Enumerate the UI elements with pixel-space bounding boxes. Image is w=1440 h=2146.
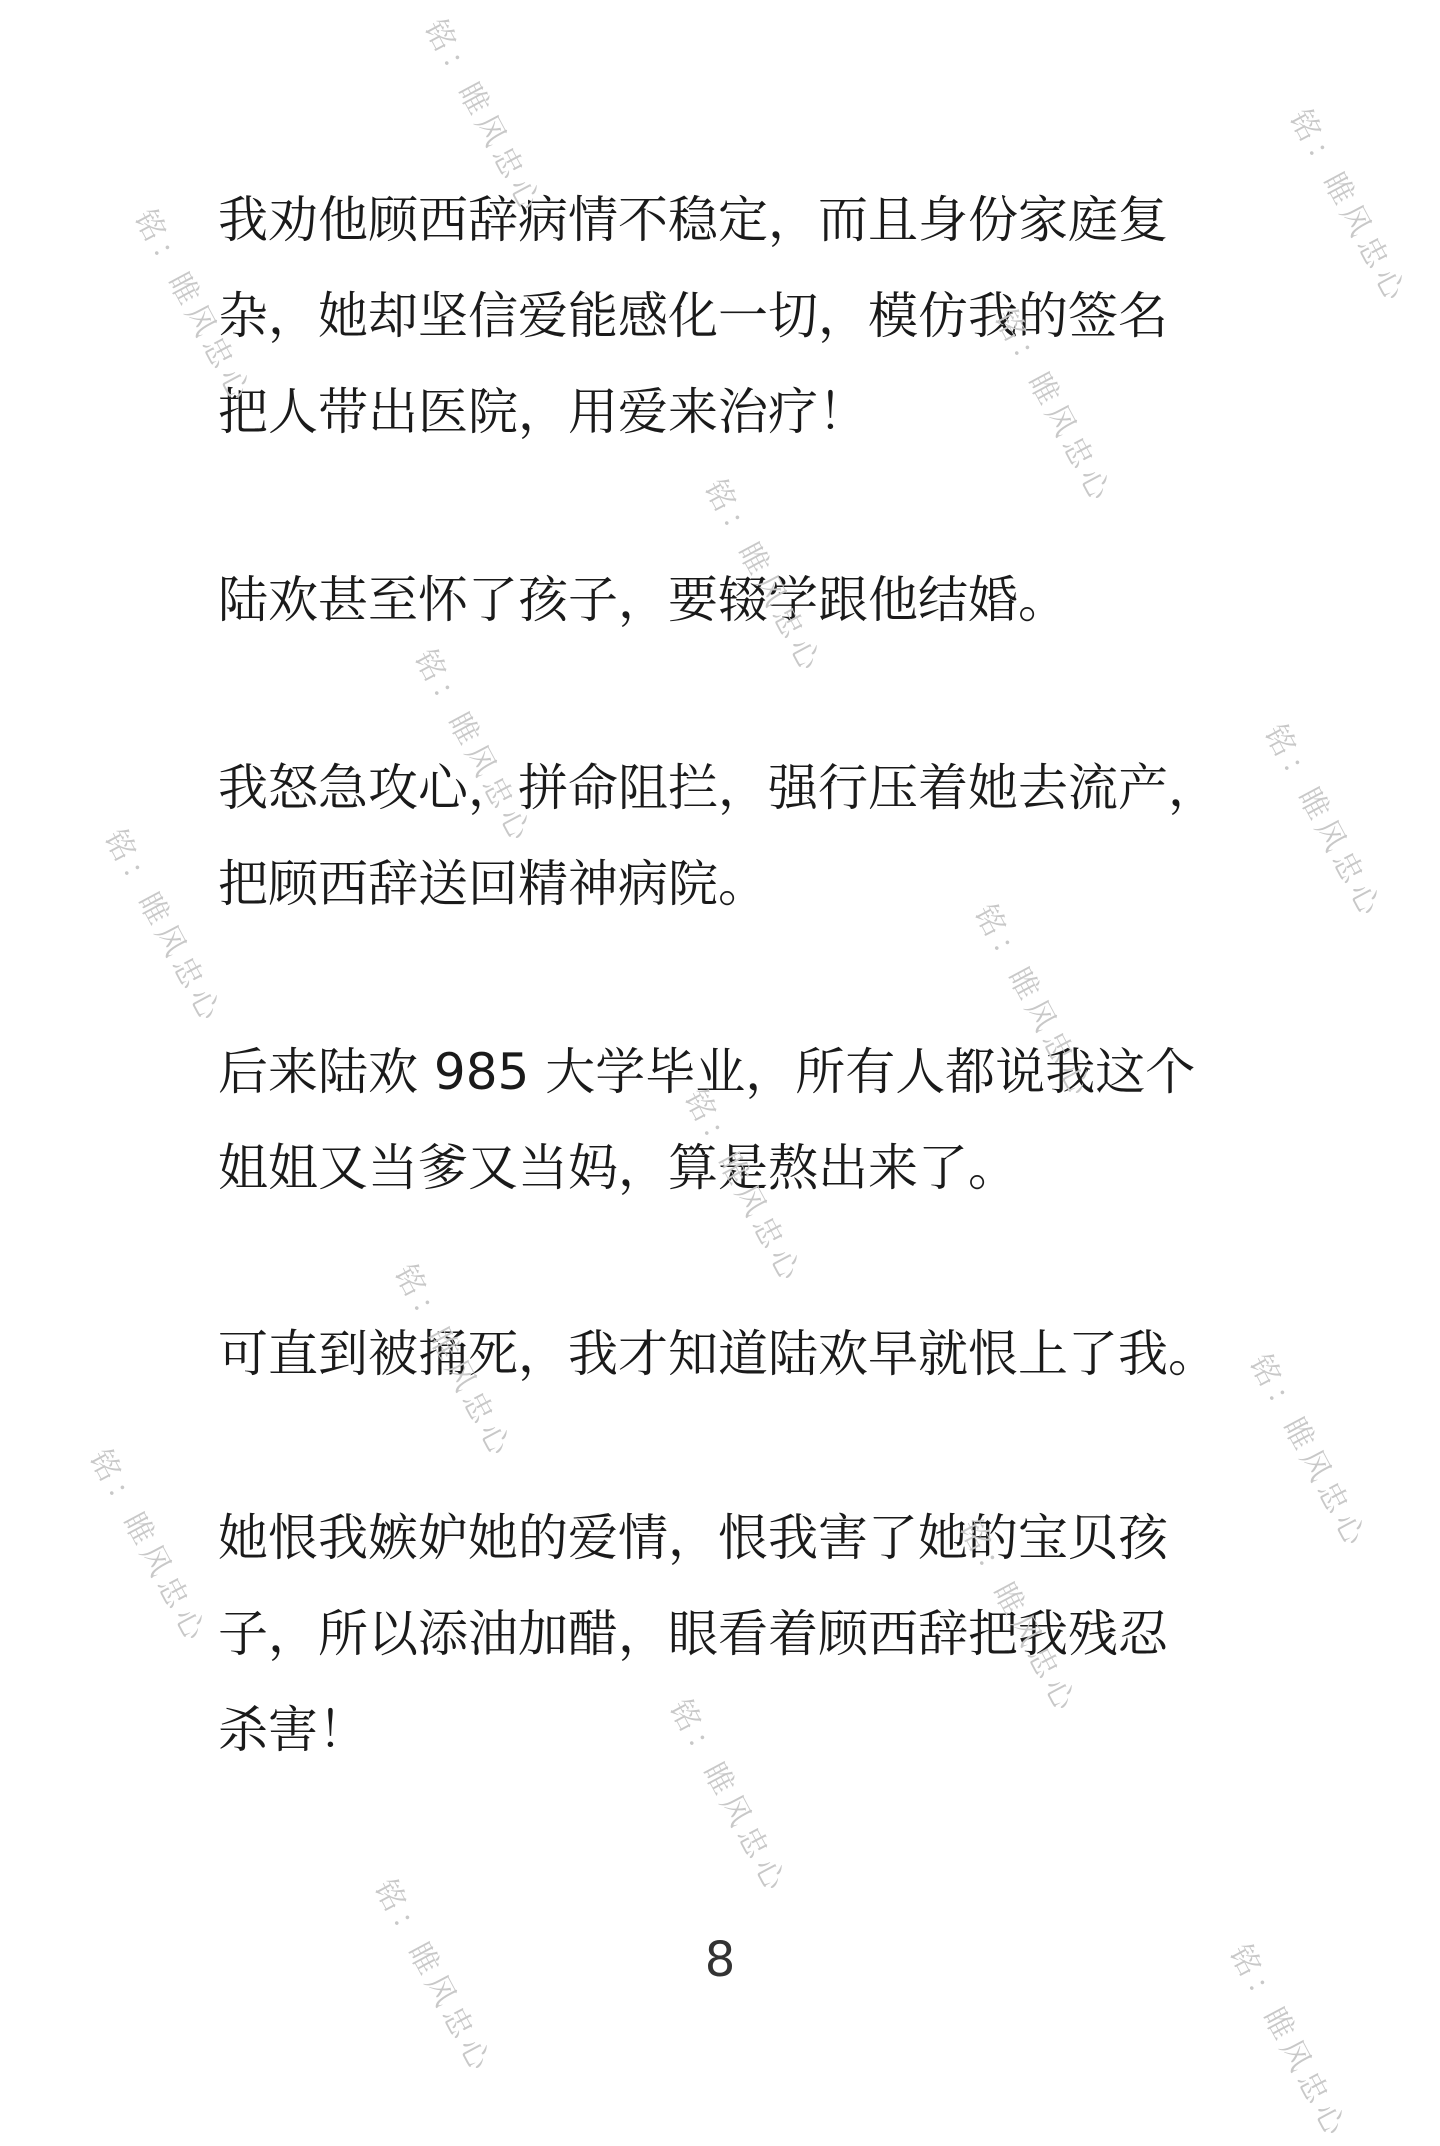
watermark: 铭：睢风忠心 — [677, 1083, 810, 1291]
paragraph-6 — [218, 1490, 1228, 1778]
paragraph-line: 杂，她却坚信爱能感化一切，模仿我的签名 — [218, 287, 1168, 345]
paragraph-line: 把人带出医院，用爱来治疗！ — [218, 383, 868, 441]
watermark: 铭：睢风忠心 — [987, 303, 1120, 511]
watermark: 铭：睢风忠心 — [82, 1443, 215, 1651]
page-number: 8 — [704, 1932, 736, 1988]
watermark: 铭：睢风忠心 — [967, 898, 1100, 1106]
paragraph-line: 后来陆欢 985 大学毕业，所有人都说我这个 — [218, 1043, 1196, 1101]
watermark: 铭：睢风忠心 — [1242, 1348, 1375, 1556]
paragraph-line: 姐姐又当爹又当妈，算是熬出来了。 — [218, 1139, 1018, 1197]
watermark: 铭：睢风忠心 — [662, 1693, 795, 1901]
paragraph-line: 我劝他顾西辞病情不稳定，而且身份家庭复 — [218, 191, 1168, 249]
watermark: 铭：睢风忠心 — [387, 1258, 520, 1466]
paragraph-line: 子，所以添油加醋，眼看着顾西辞把我残忍 — [218, 1605, 1168, 1663]
watermark: 铭：睢风忠心 — [97, 823, 230, 1031]
watermark: 铭：睢风忠心 — [1257, 718, 1390, 926]
paragraph-3 — [218, 740, 1228, 932]
paragraph-5 — [218, 1306, 1228, 1402]
watermark: 铭：睢风忠心 — [952, 1513, 1085, 1721]
watermark: 铭：睢风忠心 — [367, 1873, 500, 2081]
watermark: 铭：睢风忠心 — [417, 13, 550, 221]
paragraph-line: 她恨我嫉妒她的爱情，恨我害了她的宝贝孩 — [218, 1509, 1168, 1567]
watermark: 铭：睢风忠心 — [1222, 1938, 1355, 2146]
paragraph-4 — [218, 1024, 1228, 1216]
watermark: 铭：睢风忠心 — [697, 473, 830, 681]
paragraph-2 — [218, 552, 1228, 648]
watermark: 铭：睢风忠心 — [127, 203, 260, 411]
paragraph-line: 我怒急攻心，拼命阻拦，强行压着她去流产， — [218, 759, 1218, 817]
paragraph-line: 杀害！ — [218, 1701, 368, 1759]
paragraph-1 — [218, 172, 1228, 460]
paragraph-line: 把顾西辞送回精神病院。 — [218, 855, 768, 913]
watermark: 铭：睢风忠心 — [407, 643, 540, 851]
paragraph-line: 可直到被捅死，我才知道陆欢早就恨上了我。 — [218, 1325, 1218, 1383]
watermark: 铭：睢风忠心 — [1282, 103, 1415, 311]
paragraph-line: 陆欢甚至怀了孩子，要辍学跟他结婚。 — [218, 571, 1068, 629]
